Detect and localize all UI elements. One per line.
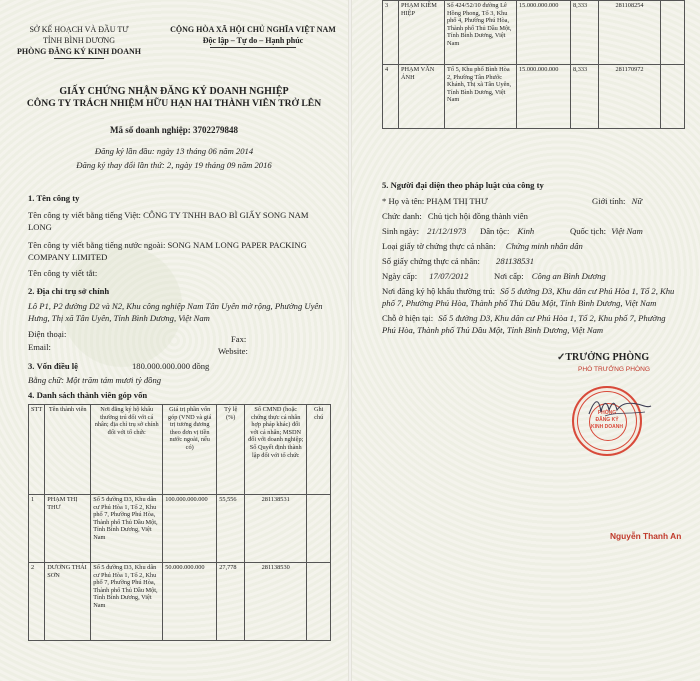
row-note [661, 65, 685, 129]
col-name: Tên thành viên [45, 405, 91, 495]
s5-docno: 281138531 [496, 256, 535, 266]
row-name: PHẠM VĂN ÁNH [399, 65, 445, 129]
row-stt: 1 [29, 495, 45, 563]
s5-dob-label: Sinh ngày: [382, 226, 420, 236]
nation-underline [210, 47, 296, 48]
agency-line-3: PHÒNG ĐĂNG KÝ KINH DOANH [17, 47, 141, 56]
s5-doc-label: Loại giấy tờ chứng thực cá nhân: [382, 241, 496, 251]
s2-heading: 2. Địa chỉ trụ sở chính [28, 286, 110, 296]
s1-en-name-1: Tên công ty viết bằng tiếng nước ngoài: SONG NAM LONG PAPER PACKING [28, 240, 307, 250]
stamp-line-1: PHÒNG [597, 410, 617, 416]
row-id: 281138530 [245, 563, 307, 641]
row-name: PHẠM KIỀM HIỆP [399, 1, 445, 65]
s4-heading: 4. Danh sách thành viên góp vốn [28, 390, 148, 400]
s5-ethnic-label: Dân tộc: [480, 226, 510, 236]
row-id: 281138531 [245, 495, 307, 563]
row-stt: 2 [29, 563, 45, 641]
row-name: DƯƠNG THÁI SƠN [45, 563, 91, 641]
s5-docno-row [382, 256, 534, 267]
nation-line-1: CỘNG HÒA XÃ HỘI CHỦ NGHĨA VIỆT NAM [170, 25, 336, 34]
s5-perm-row-1 [382, 286, 674, 297]
first-registration: Đăng ký lần đầu: ngày 13 tháng 06 năm 2014 [94, 146, 254, 156]
s5-docno-label: Số giấy chứng thực cá nhân: [382, 256, 480, 266]
s5-cur-1: Số 5 đường D3, Khu dân cư Phú Hòa 1, Tổ 2, Khu phố 7, Phường [438, 313, 666, 323]
s5-title-row [382, 211, 528, 222]
s5-place: Công an Bình Dương [531, 271, 606, 281]
row-address: Số 5 đường D3, Khu dân cư Phú Hòa 1, Tổ 2, Khu phố 7, Phường Phú Hòa, Thành phố Thủ Dầu Một, Tỉnh Bình Dương, Việt Nam [91, 563, 163, 641]
row-capital: 15.000.000.000 [517, 65, 571, 129]
row-id: 281170972 [599, 65, 661, 129]
change-registration: Đăng ký thay đổi lần thứ: 2, ngày 19 tháng 09 năm 2016 [76, 160, 272, 170]
row-note [307, 495, 331, 563]
right-page [352, 0, 700, 681]
col-note: Ghi chú [307, 405, 331, 495]
row-capital: 15.000.000.000 [517, 1, 571, 65]
members-table-right [382, 0, 685, 129]
s3-words: Bằng chữ: Một trăm tám mươi tỷ đồng [28, 375, 162, 385]
s5-place-row [494, 271, 606, 282]
stamp-line-3: KINH DOANH [591, 424, 623, 430]
row-id: 281108254 [599, 1, 661, 65]
row-name: PHẠM THỊ THƯ [45, 495, 91, 563]
s5-gender-label: Giới tính: [592, 196, 626, 206]
s5-perm-2: phố 7, Phường Phú Hòa, Thành phố Thủ Dầu Một, Tỉnh Bình Dương, Việt Nam [382, 298, 657, 308]
s2-address-1: Lô P1, P2 đường D2 và N2, Khu công nghiệp Nam Tân Uyên mở rộng, Phường Uyên [28, 301, 323, 311]
table-row [383, 65, 685, 129]
row-address: Tổ 5, Khu phố Bình Hòa 2, Phường Tân Phước Khánh, Thị xã Tân Uyên, Tỉnh Bình Dương, Việt Nam [445, 65, 517, 129]
s5-name-row [382, 196, 488, 207]
s5-cur-label: Chỗ ở hiện tại: [382, 313, 434, 323]
s5-perm-label: Nơi đăng ký hộ khẩu thường trú: [382, 286, 496, 296]
s3-amount: 180.000.000.000 đồng [132, 361, 210, 371]
handwritten-signature [585, 392, 655, 422]
s1-heading: 1. Tên công ty [28, 193, 80, 203]
s1-short-name: Tên công ty viết tắt: [28, 268, 98, 278]
s5-name-label: Họ và tên: [388, 196, 425, 206]
s5-nation-label: Quốc tịch: [570, 226, 607, 236]
row-note [661, 1, 685, 65]
row-ratio: 55,556 [217, 495, 245, 563]
s5-ethnic-row [480, 226, 534, 237]
sign-head-text: TRƯỞNG PHÒNG [565, 352, 650, 363]
sign-sub: PHÓ TRƯỞNG PHÒNG [578, 366, 650, 373]
agency-line-2: TỈNH BÌNH DƯƠNG [43, 36, 115, 45]
signer-name: Nguyễn Thanh An [610, 531, 682, 541]
nation-line-2: Độc lập – Tự do – Hạnh phúc [202, 36, 304, 45]
table-header-row [29, 405, 331, 495]
s5-ethnic: Kinh [517, 226, 535, 236]
enterprise-code: Mã số doanh nghiệp: 3702279848 [109, 125, 239, 135]
s1-vn-name-1: Tên công ty viết bằng tiếng Việt: CÔNG TY TNHH BAO BÌ GIẤY SONG NAM [28, 210, 309, 220]
s2-phone: Điện thoại: [28, 329, 67, 339]
s3-label: 3. Vốn điều lệ [28, 361, 78, 371]
required-mark: * [382, 196, 389, 206]
s2-fax: Fax: [231, 334, 247, 344]
s5-cur-2: Phú Hòa, Thành phố Thủ Dầu Một, Tỉnh Bình Dương, Việt Nam [382, 325, 604, 335]
col-stt: STT [29, 405, 45, 495]
s5-issue: 17/07/2012 [429, 271, 469, 281]
table-row [29, 495, 331, 563]
s5-doc: Chứng minh nhân dân [505, 241, 583, 251]
row-address: Số 424/52/10 đường Lê Hồng Phong, Tổ 3, Khu phố 4, Phường Phú Hòa, Thành phố Thủ Dầu Một, Tỉnh Bình Dương, Việt Nam [445, 1, 517, 65]
s5-cur-row-1 [382, 313, 666, 324]
row-ratio: 27,778 [217, 563, 245, 641]
row-ratio: 8,333 [571, 1, 599, 65]
row-note [307, 563, 331, 641]
table-row [29, 563, 331, 641]
table-row [383, 1, 685, 65]
row-capital: 50.000.000.000 [163, 563, 217, 641]
s2-email: Email: [28, 342, 51, 352]
s5-issue-row [382, 271, 468, 282]
row-capital: 100.000.000.000 [163, 495, 217, 563]
s5-nation-row [570, 226, 643, 237]
s5-name: PHẠM THỊ THƯ [426, 196, 488, 206]
sign-head [557, 352, 649, 363]
row-address: Số 5 đường D3, Khu dân cư Phú Hòa 1, Tổ 2, Khu phố 7, Phường Phú Hòa, Thành phố Thủ Dầu Một, Tỉnh Bình Dương, Việt Nam [91, 495, 163, 563]
s5-dob: 21/12/1973 [427, 226, 467, 236]
s1-vn-name-2: LONG [28, 222, 52, 232]
agency-underline [54, 58, 104, 59]
s2-website: Website: [218, 346, 248, 356]
left-page [0, 0, 348, 681]
col-id: Số CMND (hoặc chứng thực cá nhân hợp pháp khác) đối với cá nhân; MSDN đối với doanh nghiệp; Số Quyết định thành lập đối với tổ chức [245, 405, 307, 495]
s5-place-label: Nơi cấp: [494, 271, 524, 281]
stamp-line-2: ĐĂNG KÝ [595, 417, 619, 423]
col-address: Nơi đăng ký hộ khẩu thường trú đối với cá nhân; địa chỉ trụ sở chính đối với tổ chức [91, 405, 163, 495]
row-stt: 3 [383, 1, 399, 65]
s5-heading: 5. Người đại diện theo pháp luật của công ty [382, 180, 544, 190]
s5-issue-label: Ngày cấp: [382, 271, 418, 281]
row-ratio: 8,333 [571, 65, 599, 129]
s5-gender-row [592, 196, 642, 207]
doc-title-1: GIẤY CHỨNG NHẬN ĐĂNG KÝ DOANH NGHIỆP [59, 86, 289, 97]
col-ratio: Tỷ lệ (%) [217, 405, 245, 495]
agency-line-1: SỞ KẾ HOẠCH VÀ ĐẦU TƯ [29, 25, 129, 34]
s5-gender: Nữ [631, 196, 643, 206]
doc-title-2: CÔNG TY TRÁCH NHIỆM HỮU HẠN HAI THÀNH VIÊN TRỞ LÊN [26, 98, 322, 109]
s1-en-name-2: COMPANY LIMITED [28, 252, 108, 262]
signer-mark-icon: ✓ [557, 352, 566, 363]
members-table-left [28, 404, 331, 641]
col-capital: Giá trị phần vốn góp (VND và giá trị tương đương theo đơn vị tiền nước ngoài, nếu có) [163, 405, 217, 495]
s5-doc-row [382, 241, 583, 252]
s5-dob-row [382, 226, 466, 237]
s5-title-label: Chức danh: [382, 211, 422, 221]
s5-perm-1: Số 5 đường D3, Khu dân cư Phú Hòa 1, Tổ 2, Khu [500, 286, 675, 296]
row-stt: 4 [383, 65, 399, 129]
s5-title: Chủ tịch hội đồng thành viên [427, 211, 528, 221]
s5-nation: Việt Nam [611, 226, 643, 236]
s2-address-2: Hưng, Thị xã Tân Uyên, Tỉnh Bình Dương, Việt Nam [28, 313, 210, 323]
